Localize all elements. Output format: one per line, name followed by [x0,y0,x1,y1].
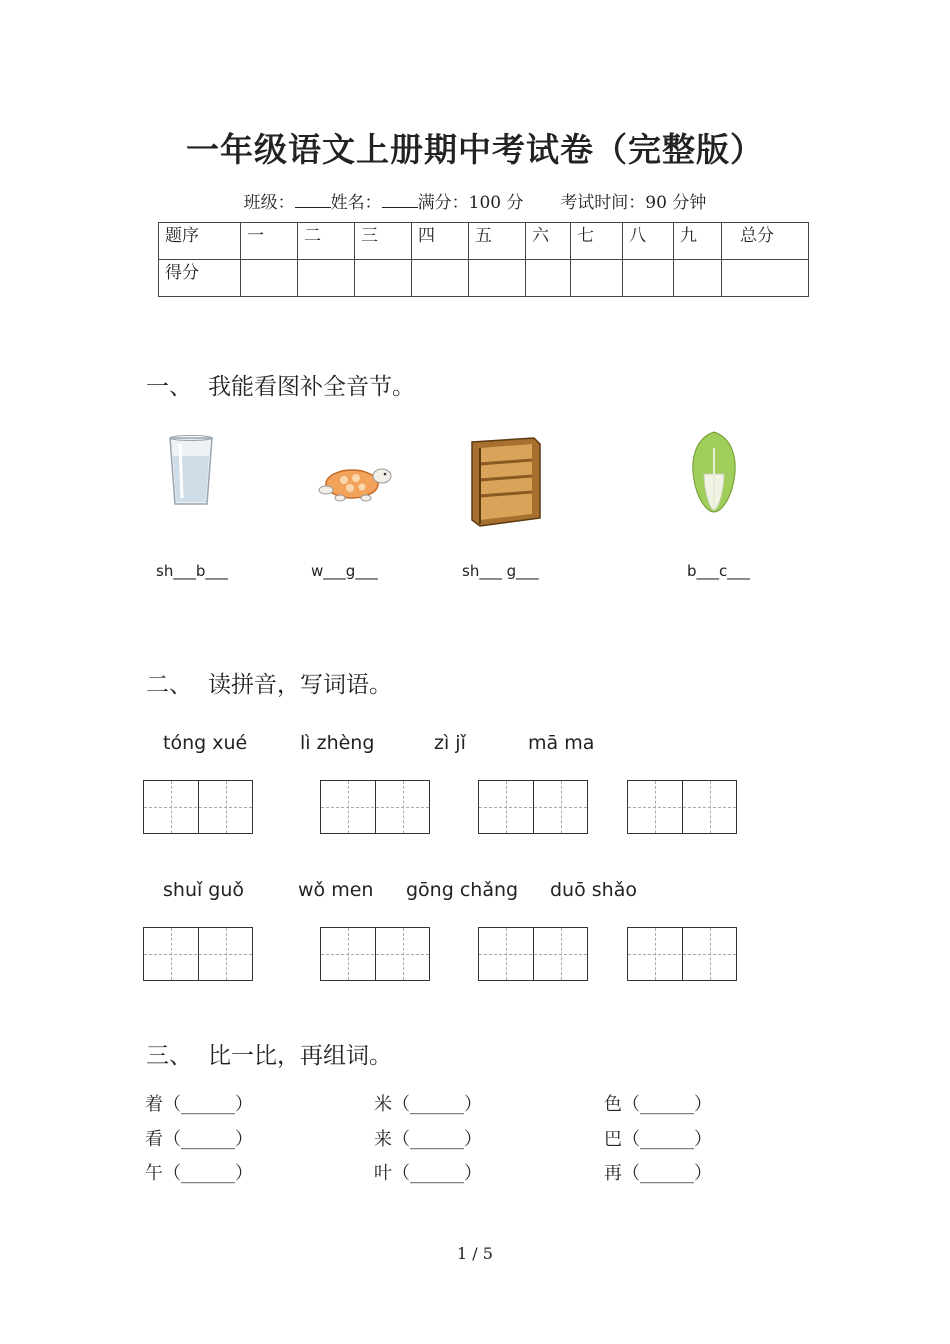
compare-item[interactable]: 来（______） [374,1129,482,1150]
score-cell[interactable] [241,260,298,297]
compare-item[interactable]: 巴（______） [604,1129,712,1150]
pinyin-word: mā ma [528,732,595,754]
pinyin-word: gōng chǎng [406,879,519,901]
glass-icon [166,434,216,508]
section-2-heading [146,666,392,699]
section-title: 我能看图补全音节。 [208,374,415,400]
score-cell[interactable] [623,260,674,297]
compare-item[interactable]: 午（______） [145,1163,253,1184]
score-cell[interactable] [298,260,355,297]
table-header-cell: 题序 [159,223,241,260]
score-table [158,222,809,297]
writing-grid[interactable] [143,780,253,834]
score-cell[interactable] [526,260,571,297]
compare-item[interactable]: 看（______） [145,1129,253,1150]
table-header-cell: 三 [355,223,412,260]
pinyin-hint: b___c___ [687,562,750,580]
score-cell[interactable] [355,260,412,297]
writing-grid[interactable] [478,927,588,981]
section-title: 读拼音，写词语。 [208,672,392,698]
page-number: 1 / 5 [457,1244,493,1263]
table-header-cell: 六 [526,223,571,260]
pinyin-word: tóng xué [163,732,248,754]
score-cell[interactable] [674,260,722,297]
class-blank[interactable] [295,193,331,208]
exam-time: 考试时间：90 分钟 [560,193,707,213]
section-1-heading [146,368,415,401]
compare-item[interactable]: 再（______） [604,1163,712,1184]
score-cell[interactable] [722,260,809,297]
pinyin-hint: w___g___ [311,562,378,580]
score-cell[interactable] [469,260,526,297]
table-header-cell: 八 [623,223,674,260]
pinyin-hint: sh___ g___ [462,562,539,580]
score-cell[interactable] [571,260,623,297]
table-header-cell: 五 [469,223,526,260]
section-number: 一、 [146,374,192,400]
table-header-cell: 四 [412,223,469,260]
compare-item[interactable]: 色（______） [604,1094,712,1115]
full-score: 满分：100 分 [417,193,524,213]
pinyin-word: duō shǎo [550,879,637,901]
writing-grid[interactable] [627,927,737,981]
compare-item[interactable]: 着（______） [145,1094,253,1115]
table-header-cell: 总分 [722,223,809,260]
class-label: 班级： [243,193,295,213]
turtle-icon [316,460,394,502]
section-number: 三、 [146,1043,192,1069]
pinyin-word: wǒ men [298,879,374,901]
table-header-cell: 二 [298,223,355,260]
cabbage-icon [686,428,742,514]
writing-grid[interactable] [478,780,588,834]
bookshelf-icon [468,436,544,528]
section-3-heading [146,1037,392,1070]
writing-grid[interactable] [627,780,737,834]
table-header-cell: 七 [571,223,623,260]
pinyin-word: lì zhèng [300,732,375,754]
table-header-cell: 九 [674,223,722,260]
table-header-cell: 一 [241,223,298,260]
writing-grid[interactable] [143,927,253,981]
compare-item[interactable]: 叶（______） [374,1163,482,1184]
score-cell[interactable] [412,260,469,297]
page-title: 一年级语文上册期中考试卷（完整版） [186,130,764,169]
pinyin-hint: sh___b___ [156,562,228,580]
pinyin-word: shuǐ guǒ [163,879,245,901]
score-table-score-row [159,260,809,297]
writing-grid[interactable] [320,780,430,834]
name-label: 姓名： [330,193,382,213]
section-title: 比一比，再组词。 [208,1043,392,1069]
section-number: 二、 [146,672,192,698]
score-table-header-row [159,223,809,260]
name-blank[interactable] [382,193,418,208]
compare-item[interactable]: 米（______） [374,1094,482,1115]
pinyin-word: zì jǐ [434,732,466,754]
writing-grid[interactable] [320,927,430,981]
table-row-label: 得分 [159,260,241,297]
exam-info [0,188,950,213]
